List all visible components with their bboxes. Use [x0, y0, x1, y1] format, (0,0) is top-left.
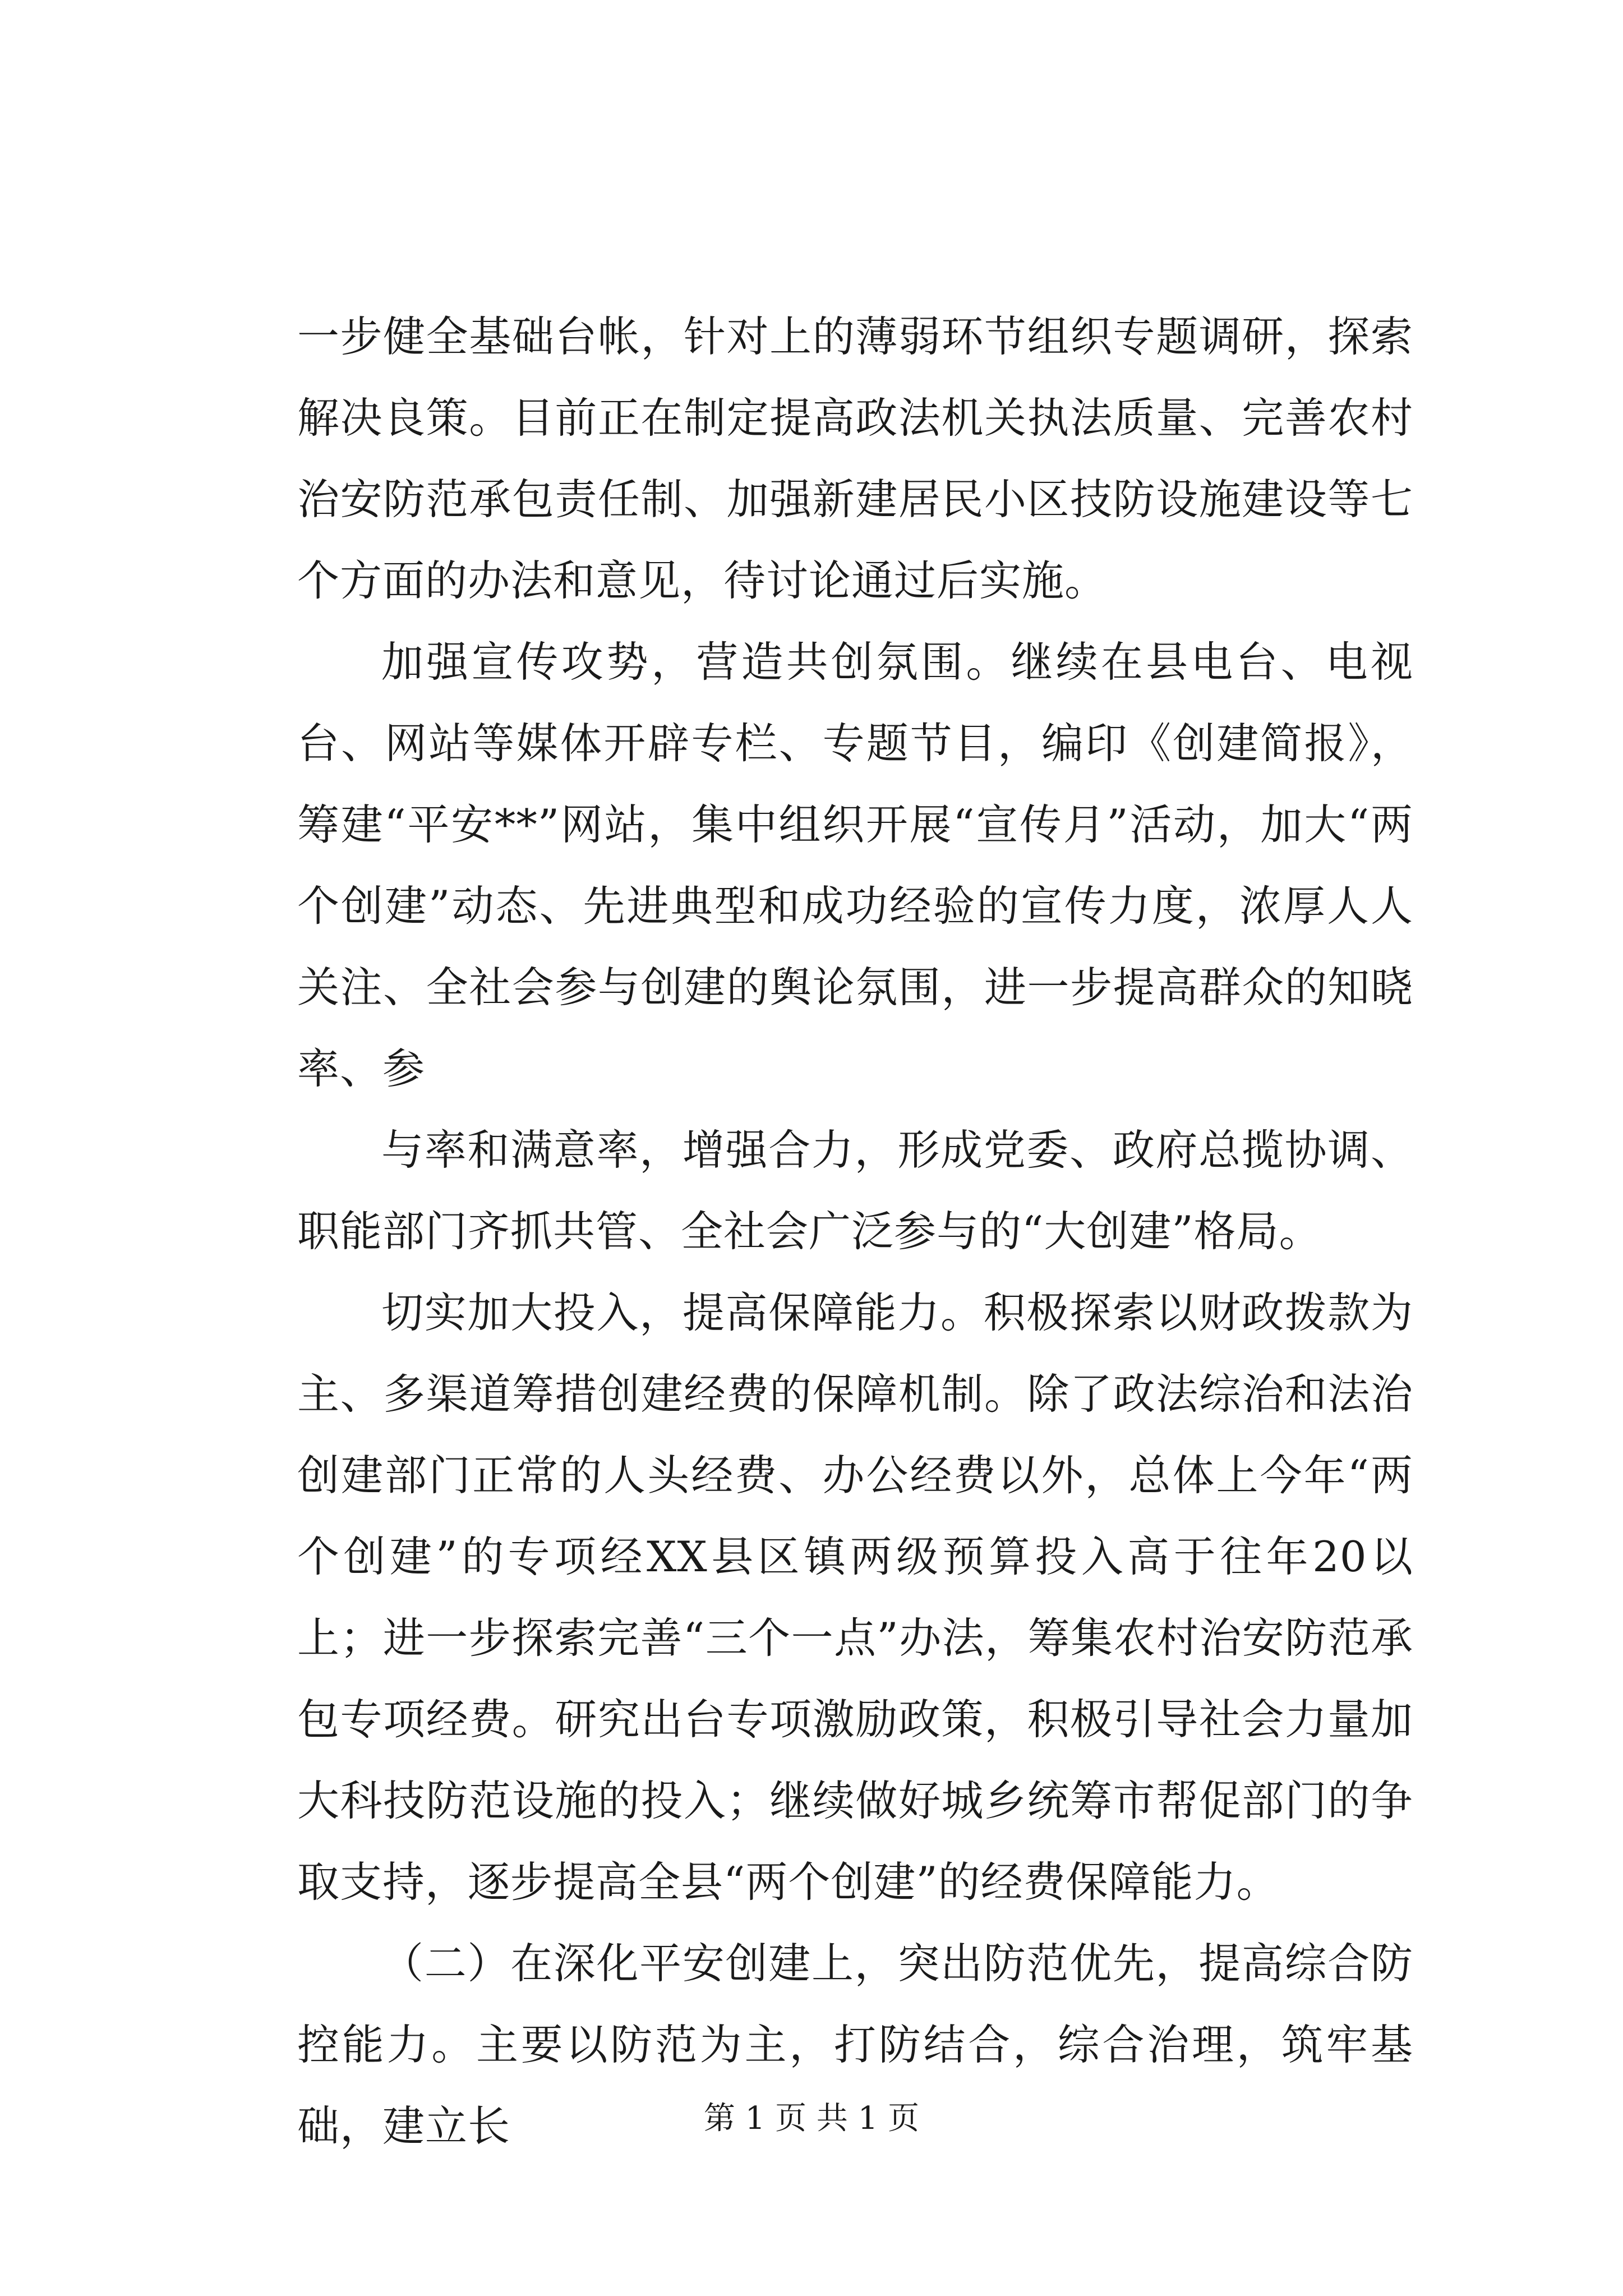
paragraph-funding: 切实加大投入，提高保障能力。积极探索以财政拨款为主、多渠道筹措创建经费的保障机制。除了政法综治和法治创建部门正常的人头经费、办公经费以外，总体上今年“两个创建”的专项经XX县区镇两级预算投入高于往年20以上；进一步探索完善“三个一点”办法，筹集农村治安防范承包专项经费。研究出台专项激励政策，积极引导社会力量加大科技防范设施的投入；继续做好城乡统筹市帮促部门的争取支持，逐步提高全县“两个创建”的经费保障能力。 — [297, 1288, 1413, 1907]
paragraph-section-two: （二）在深化平安创建上，突出防范优先，提高综合防控能力。主要以防范为主，打防结合，综合治理，筑牢基础，建立长 — [297, 1939, 1413, 2151]
document-body — [297, 296, 1413, 2167]
paragraph-continuation: 一步健全基础台帐，针对上的薄弱环节组织专题调研，探索解决良策。目前正在制定提高政法机关执法质量、完善农村治安防范承包责任制、加强新建居民小区技防设施建设等七个方面的办法和意见，待讨论通过后实施。 — [297, 312, 1413, 605]
paragraph-publicity-continued: 与率和满意率，增强合力，形成党委、政府总揽协调、职能部门齐抓共管、全社会广泛参与的“大创建”格局。 — [297, 1125, 1413, 1256]
page-footer: 第 1 页 共 1 页 — [703, 2100, 920, 2137]
paragraph-publicity: 加强宣传攻势，营造共创氛围。继续在县电台、电视台、网站等媒体开辟专栏、专题节目，编印《创建简报》，筹建“平安**”网站，集中组织开展“宣传月”活动，加大“两个创建”动态、先进典型和成功经验的宣传力度，浓厚人人关注、全社会参与创建的舆论氛围，进一步提高群众的知晓率、参 — [297, 637, 1413, 1093]
